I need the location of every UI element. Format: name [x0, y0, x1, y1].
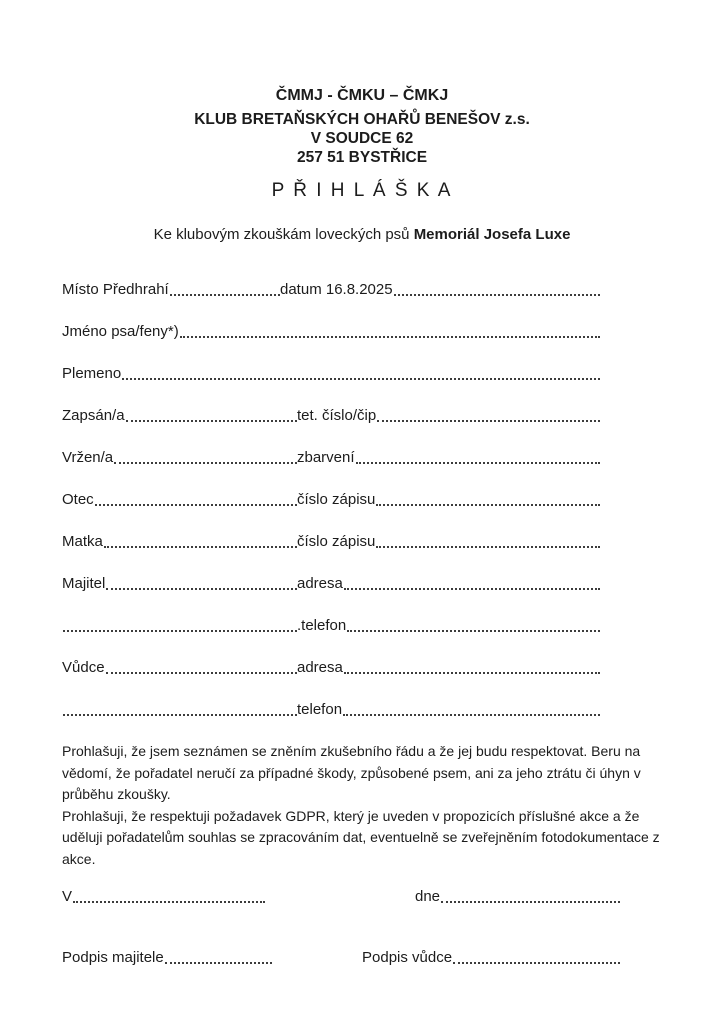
field-label: Otec	[62, 491, 94, 508]
fill-in-line	[170, 293, 280, 296]
place-field	[62, 887, 265, 905]
fill-in-line	[63, 629, 297, 632]
field-label: Matka	[62, 533, 103, 550]
place-label: V	[62, 888, 73, 905]
field-label: Jméno psa/feny*)	[62, 323, 179, 340]
form-field	[62, 365, 600, 382]
leader-signature-field	[362, 948, 620, 966]
fill-in-line	[180, 335, 600, 338]
form-field	[62, 533, 297, 550]
field-label: telefon	[297, 701, 343, 718]
org-line-2: KLUB BRETAŇSKÝCH OHAŘŮ BENEŠOV z.s.	[194, 111, 530, 128]
org-line-1: ČMMJ - ČMKU – ČMKJ	[275, 87, 449, 104]
event-name: Memoriál Josefa Luxe	[413, 226, 571, 243]
fill-in-line	[376, 503, 600, 506]
declaration-para-1: Prohlašuji, že jsem seznámen se zněním zkušebního řádu a že jej budu respektovat. Beru na vědomí, že pořadatel neručí za případné škody, způsobené psem, ani za jeho ztrátu či úhyn v průběhu zkoušky.	[62, 743, 641, 802]
fill-in-line	[126, 419, 297, 422]
place-date-line	[62, 887, 620, 905]
fill-in-line	[104, 545, 297, 548]
form-field	[62, 449, 297, 466]
leader-signature-label: Podpis vůdce	[362, 949, 453, 966]
field-label: Místo Předhrahí	[62, 281, 169, 298]
form-row	[62, 279, 600, 298]
form-field	[297, 449, 600, 466]
place-fill-in-line	[73, 900, 265, 903]
fill-in-line	[394, 293, 600, 296]
declaration-para-2: Prohlašuji, že respektuji požadavek GDPR, který je uveden v propozicích příslušné akce a že uděluji pořadatelům souhlas se zpracováním dat, eventuelně se zveřejněním fotodokumentace z akce.	[62, 807, 660, 867]
fill-in-line	[377, 419, 600, 422]
fill-in-line	[114, 461, 297, 464]
fill-in-line	[347, 629, 600, 632]
form-field	[297, 491, 600, 508]
form-row	[62, 405, 600, 424]
form-title: P Ř I H L Á Š K A	[271, 180, 453, 201]
field-label: datum 16.8.2025	[280, 281, 393, 298]
form-field	[297, 533, 600, 550]
field-label: adresa	[297, 659, 343, 676]
field-label: tet. číslo/čip	[297, 407, 377, 424]
form-field	[62, 491, 297, 508]
field-label: číslo zápisu	[297, 533, 376, 550]
form-row	[62, 363, 600, 382]
field-label: Zapsán/a	[62, 407, 125, 424]
form-field	[62, 659, 297, 676]
signature-line	[62, 948, 620, 966]
date-fill-in-line	[441, 900, 620, 903]
form-field	[62, 713, 297, 718]
subtitle-prefix: Ke klubovým zkouškám loveckých psů	[153, 226, 414, 243]
field-label: Majitel	[62, 575, 106, 592]
org-line-3: V SOUDCE 62	[310, 130, 414, 147]
owner-signature-fill-in-line	[165, 961, 272, 964]
owner-signature-label: Podpis majitele	[62, 949, 164, 966]
form-field	[62, 281, 280, 298]
form-row	[62, 321, 600, 340]
fill-in-line	[95, 503, 297, 506]
fill-in-line	[376, 545, 600, 548]
fill-in-line	[63, 713, 297, 716]
form-field	[62, 575, 297, 592]
form-field	[297, 701, 600, 718]
fill-in-line	[106, 671, 297, 674]
form-field	[280, 281, 600, 298]
form-row	[62, 657, 600, 676]
field-label: Plemeno	[62, 365, 122, 382]
form-field	[297, 407, 600, 424]
field-label: Vůdce	[62, 659, 105, 676]
form-row	[62, 447, 600, 466]
form-row	[62, 699, 600, 718]
field-label: číslo zápisu	[297, 491, 376, 508]
field-label: .telefon	[297, 617, 347, 634]
date-field	[415, 887, 620, 905]
form-row	[62, 489, 600, 508]
field-label: adresa	[297, 575, 343, 592]
form-field	[297, 575, 600, 592]
form-field	[297, 617, 600, 634]
declaration	[62, 741, 668, 870]
form-field	[62, 629, 297, 634]
field-label: Vržen/a	[62, 449, 114, 466]
form-row	[62, 531, 600, 550]
event-subtitle	[0, 226, 724, 243]
owner-signature-field	[62, 948, 272, 966]
letterhead	[0, 0, 724, 202]
fill-in-line	[344, 671, 600, 674]
form-field	[62, 407, 297, 424]
fill-in-line	[356, 461, 600, 464]
form-field	[297, 659, 600, 676]
fill-in-line	[122, 377, 600, 380]
form-rows	[62, 279, 600, 718]
fill-in-line	[106, 587, 297, 590]
fill-in-line	[343, 713, 600, 716]
form-field	[62, 323, 600, 340]
fill-in-line	[344, 587, 600, 590]
form-row	[62, 615, 600, 634]
org-line-4: 257 51 BYSTŘICE	[296, 149, 428, 166]
form-row	[62, 573, 600, 592]
date-label: dne	[415, 888, 441, 905]
field-label: zbarvení	[297, 449, 355, 466]
leader-signature-fill-in-line	[453, 961, 620, 964]
